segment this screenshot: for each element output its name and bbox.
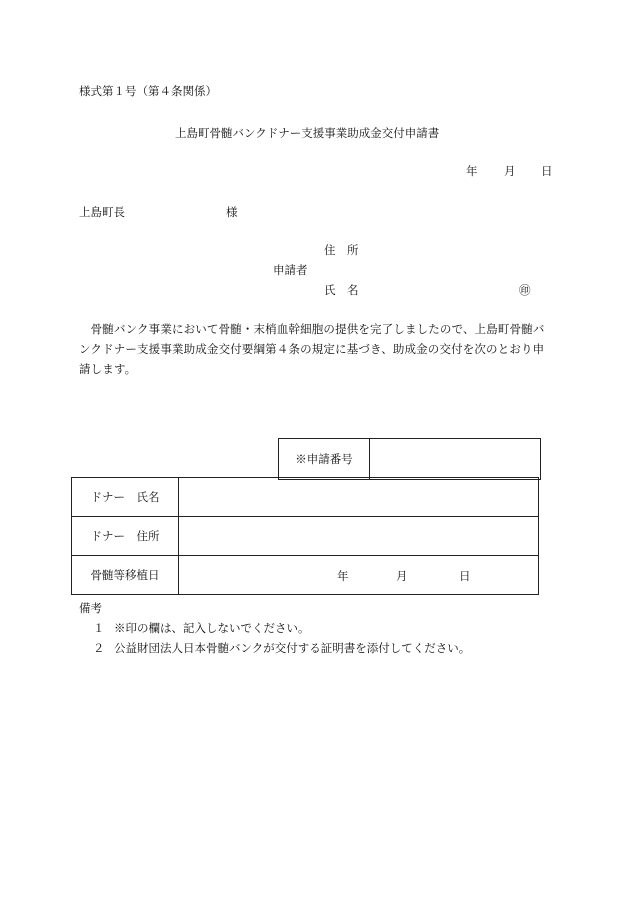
- date-year: 年: [466, 164, 478, 178]
- note-text: ※印の欄は、記入しないでください。: [114, 621, 310, 635]
- notes-section: [79, 598, 470, 658]
- application-number-field[interactable]: [370, 439, 541, 480]
- date-day: 日: [541, 164, 553, 178]
- addressee-name: 上島町長: [79, 205, 125, 219]
- donor-name-field[interactable]: [179, 478, 539, 517]
- note-number: ２: [93, 641, 105, 655]
- applicant-name-label: 氏 名: [324, 283, 359, 297]
- table-row: [72, 517, 539, 556]
- form-number: 様式第１号（第４条関係）: [79, 84, 217, 98]
- table-row: [72, 556, 539, 595]
- note-number: １: [93, 621, 105, 635]
- application-number-label: ※申請番号: [279, 439, 370, 480]
- application-number-table: [278, 438, 541, 480]
- transplant-date-label: 骨髄等移植日: [72, 556, 179, 595]
- applicant-address-label: 住 所: [324, 243, 359, 257]
- donor-address-field[interactable]: [179, 517, 539, 556]
- addressee-honorific: 様: [226, 205, 238, 219]
- seal-mark: ㊞: [519, 283, 531, 297]
- note-text: 公益財団法人日本骨髄バンクが交付する証明書を添付してください。: [114, 641, 471, 655]
- donor-info-table: [71, 477, 539, 595]
- form-title: 上島町骨髄バンクドナー支援事業助成金交付申請書: [175, 126, 440, 140]
- applicant-label: 申請者: [273, 263, 308, 277]
- donor-address-label: ドナー 住所: [72, 517, 179, 556]
- transplant-month: 月: [396, 569, 408, 583]
- transplant-date-field[interactable]: [179, 556, 539, 595]
- body-paragraph: 骨髄バンク事業において骨髄・末梢血幹細胞の提供を完了しましたので、上島町骨髄バンクドナー支援事業助成金交付要綱第４条の規定に基づき、助成金の交付を次のとおり申請します。: [79, 322, 545, 376]
- list-item: [79, 618, 470, 638]
- date-month: 月: [504, 164, 516, 178]
- list-item: [79, 638, 470, 658]
- table-row: [72, 478, 539, 517]
- transplant-year: 年: [337, 569, 349, 583]
- transplant-day: 日: [459, 569, 471, 583]
- donor-name-label: ドナー 氏名: [72, 478, 179, 517]
- notes-heading: 備考: [79, 601, 102, 615]
